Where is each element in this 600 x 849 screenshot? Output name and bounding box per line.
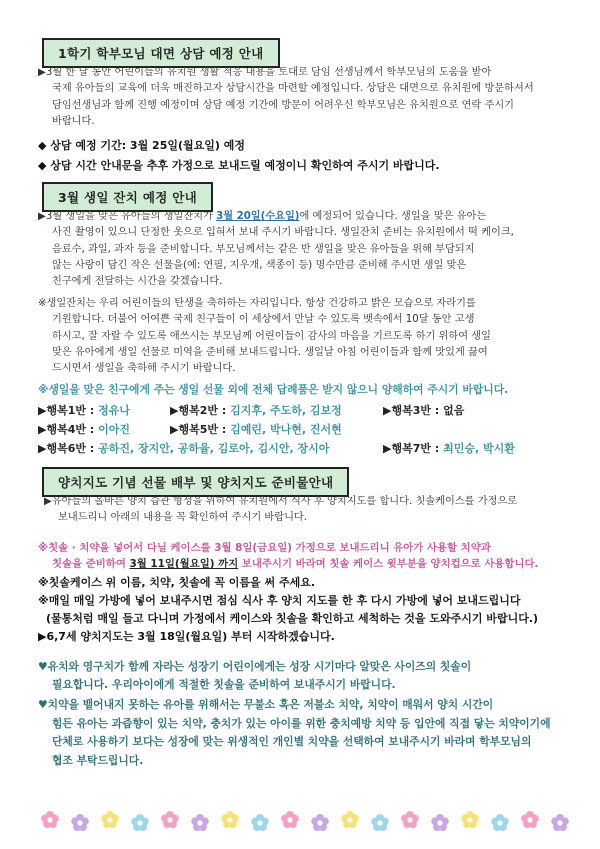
class-1-label: ▶행복1반 : — [38, 404, 99, 417]
section1-title: 1학기 학부모님 대면 상담 예정 안내 — [42, 38, 280, 68]
flower-icon — [250, 813, 270, 833]
flower-icon — [40, 810, 60, 830]
gift-notice: ※생일을 맞은 친구에게 주는 생일 선물 외에 전체 답례품은 받지 않으니 양해하여 주시기 바랍니다. — [38, 383, 509, 396]
section2-paragraph — [38, 209, 572, 290]
flower-icon — [310, 813, 330, 833]
s3-bullet-note: (물통처럼 매일 들고 다니며 가정에서 케이스와 칫솔을 확인하고 세척하는 것을 도와주시기 바랍니다.) — [46, 612, 539, 625]
s1-bullet-period: ◆ 상담 예정 기간: 3월 25일(월요일) 예정 — [38, 139, 245, 152]
s1-line1: ▶3월 한 달 동안 어린이들의 유치원 생활 적응 내용을 토대로 담임 선생님께서 학부모님의 도움을 받아 — [38, 67, 492, 78]
class-2-names: 김지후, 주도하, 김보정 — [230, 404, 342, 417]
class-4-label: ▶행복4반 : — [38, 423, 99, 436]
s2-line1 — [38, 209, 572, 225]
flower-icon — [460, 810, 480, 830]
s2-line4: 않는 사랑이 담긴 작은 선물을(예: 연필, 지우개, 색종이 등) 명수만큼 준비해 주시면 생일 맞은 — [52, 259, 467, 271]
flower-icon — [190, 813, 210, 833]
toothbrush-tip — [38, 658, 572, 694]
class-7-label: ▶행복7반 : — [383, 442, 444, 455]
s3-bullet-daily: ※매일 매일 가방에 넣어 보내주시면 점심 식사 후 양치 지도를 한 후 다시 가방에 넣어 보내드립니다 — [38, 594, 521, 607]
s2-p2-line1: ※생일잔치는 우리 어린이들의 탄생을 축하하는 자리입니다. 항상 건강하고 밝은 모습으로 자라기를 — [38, 298, 476, 309]
s2-line1-post: 에 예정되어 있습니다. 생일을 맞은 유아는 — [299, 211, 487, 222]
class-6-names: 공하진, 장지안, 공하율, 김로아, 김시안, 장시아 — [98, 442, 330, 455]
class-6-label: ▶행복6반 : — [38, 442, 99, 455]
tip2-line1: ♥치약을 뱉어내지 못하는 유아를 위해서는 무불소 혹은 저불소 치약, 치약이 매워서 양치 시간이 — [38, 698, 494, 711]
class-1-names: 정유나 — [98, 404, 130, 417]
s2-line3: 음료수, 과일, 과자 등을 준비합니다. 부모님께서는 같은 반 생일을 맞은 유아들을 위해 부담되지 — [52, 243, 475, 255]
s3-bullet-start: ▶6,7세 양치지도는 3월 18일(월요일) 부터 시작하겠습니다. — [38, 630, 335, 643]
tip2-line3: 단체로 사용하기 보다는 성장에 맞는 위생적인 개인별 치약을 선택하여 보내주시기 바라며 학부모님의 — [52, 735, 532, 748]
flower-icon — [370, 813, 390, 833]
case-line2-post: 보내주시기 바라며 칫솔 케이스 윗부분을 양치컵으로 사용합니다. — [238, 558, 539, 571]
case-line2-pre: 칫솔을 준비하여 — [52, 558, 130, 571]
s1-line4: 바랍니다. — [52, 115, 95, 127]
section3-title: 양치지도 기념 선물 배부 및 양치지도 준비물안내 — [42, 467, 349, 497]
case-notice — [38, 540, 572, 573]
case-deadline: 3월 11일(월요일) 까지 — [129, 558, 239, 571]
tip2-line4: 협조 부탁드립니다. — [52, 753, 144, 767]
section1-paragraph — [38, 65, 572, 130]
flower-icon — [400, 810, 420, 830]
class-6 — [38, 440, 329, 456]
flower-icon — [340, 810, 360, 830]
section2-title: 3월 생일 잔치 예정 안내 — [42, 182, 213, 212]
flower-icon — [100, 810, 120, 830]
class-2-label: ▶행복2반 : — [170, 404, 231, 417]
section2-paragraph2 — [38, 296, 572, 377]
tip2-line2: 힘든 유아는 과즙향이 있는 치약, 충치가 있는 아이를 위한 충치예방 치약 등 입안에 직접 닿는 치약이기에 — [52, 716, 551, 730]
s3-line2: 보내드리니 아래의 내용을 꼭 확인하여 주시기 바랍니다. — [58, 512, 308, 524]
class-3-label: ▶행복3반 : — [383, 404, 444, 417]
birthday-date: 3월 20일(수요일) — [216, 211, 300, 222]
class-1 — [38, 402, 130, 418]
class-2 — [170, 402, 342, 418]
flower-icon — [490, 813, 510, 833]
s2-line5: 친구에게 전달하는 시간을 갖겠습니다. — [52, 276, 223, 288]
class-5-label: ▶행복5반 : — [170, 423, 231, 436]
s2-p2-line2: 기원합니다. 더불어 어여쁜 국제 친구들이 이 세상에서 만날 수 있도록 뱃속에서 10달 동안 고생 — [52, 314, 475, 326]
s2-p2-line5: 드시면서 생일을 축하해 주시기 바랍니다. — [52, 363, 236, 375]
tip1-line1: ♥유치와 영구치가 함께 자라는 성장기 어린이에게는 성장 시기마다 알맞은 사이즈의 칫솔이 — [38, 660, 472, 673]
section3-paragraph — [44, 494, 572, 527]
s2-line1-pre: ▶3월 생일을 맞은 유아들의 생일잔치가 — [38, 211, 217, 222]
class-5-names: 김예린, 박나현, 진서현 — [230, 423, 342, 436]
class-5 — [170, 421, 342, 437]
flower-icon — [550, 813, 570, 833]
class-7-names: 최민승, 박시환 — [443, 442, 515, 455]
flower-icon — [520, 810, 540, 830]
flower-icon — [280, 810, 300, 830]
class-7 — [383, 440, 515, 456]
flower-icon — [70, 813, 90, 833]
s3-bullet-name: ※칫솔케이스 위 이름, 치약, 칫솔에 꼭 이름을 써 주세요. — [38, 576, 316, 589]
toothpaste-tip — [38, 696, 572, 770]
flower-border — [40, 810, 570, 834]
s1-line2: 국제 유아들의 교육에 더욱 매진하고자 상담시간을 마련할 예정입니다. 상담은 대면으로 유치원에 방문하셔서 — [52, 83, 534, 95]
flower-icon — [160, 810, 180, 830]
s2-p2-line3: 하시고, 잘 자랄 수 있도록 애쓰시는 부모님께 어린이들이 감사의 마음을 기르도록 하기 위하여 생일 — [52, 330, 491, 342]
case-line1: ※칫솔 · 치약을 넣어서 다닐 케이스를 3월 8일(금요일) 가정으로 보내드리니 유아가 사용할 치약과 — [38, 542, 491, 554]
flower-icon — [130, 813, 150, 833]
flower-icon — [430, 813, 450, 833]
s1-line3: 담임선생님과 함께 진행 예정이며 상담 예정 기간에 방문이 어려우신 학부모님은 유치원으로 연락 주시기 — [52, 99, 515, 111]
class-3 — [383, 402, 464, 418]
class-4-names: 이아진 — [98, 423, 130, 436]
flower-icon — [220, 810, 240, 830]
class-4 — [38, 421, 130, 437]
tip1-line2: 필요합니다. 우리아이에게 적절한 칫솔을 준비하여 보내주시기 바랍니다. — [52, 678, 396, 691]
case-line2 — [38, 556, 572, 572]
class-3-names: 없음 — [443, 404, 465, 417]
s2-line2: 사진 촬영이 있으니 단정한 옷으로 입혀서 보내 주시기 바랍니다. 생일잔치 준비는 유치원에서 떡 케이크, — [52, 227, 514, 239]
s1-bullet-schedule: ◆ 상담 시간 안내문을 추후 가정으로 보내드릴 예정이니 확인하여 주시기 바랍니다. — [38, 159, 440, 172]
s2-p2-line4: 맞은 유아에게 생일 선물로 미역을 준비해 보내드립니다. 생일날 아침 어린이들과 함께 맛있게 끓여 — [52, 346, 488, 358]
s3-line1: ▶유아들의 올바른 양치 습관 형성을 위하여 유치원에서 식사 후 양치지도를 합니다. 칫솔케이스를 가정으로 — [44, 496, 518, 507]
